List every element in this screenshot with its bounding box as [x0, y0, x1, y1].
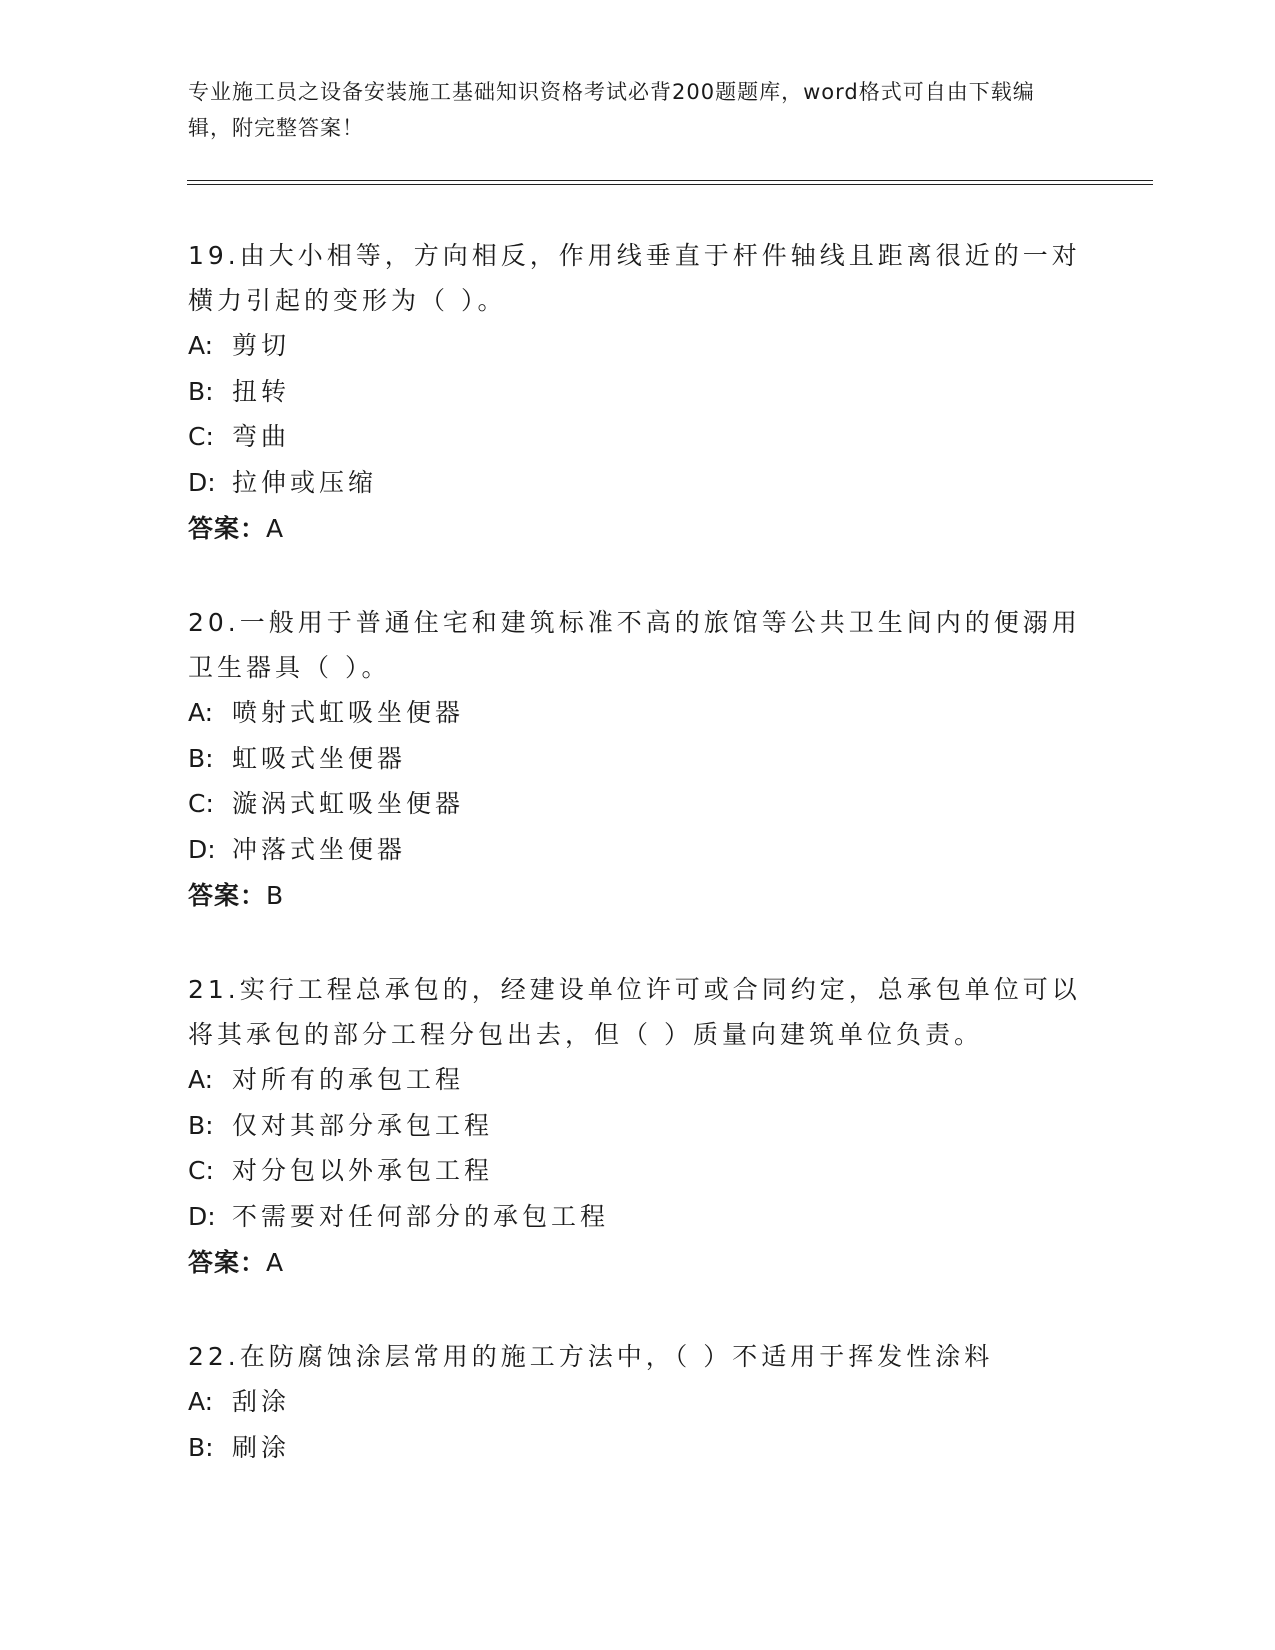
option-key: A:: [188, 1065, 214, 1094]
question-number: 19.: [188, 241, 240, 270]
question-20: [188, 600, 1088, 919]
question-list: [188, 233, 1088, 1518]
option-key: D:: [188, 467, 216, 497]
option-key: A:: [188, 1387, 214, 1416]
header-divider-top: [187, 180, 1153, 181]
answer-line: [188, 506, 1088, 552]
option-key: B:: [188, 376, 214, 406]
option-text: 扭转: [232, 376, 291, 406]
question-number: 21.: [188, 975, 240, 1004]
option-a: [188, 1379, 1088, 1425]
question-22: [188, 1334, 1088, 1470]
option-text: 刷涂: [232, 1432, 291, 1462]
option-c: [188, 781, 1088, 827]
option-text: 剪切: [232, 331, 291, 360]
option-d: [188, 460, 1088, 506]
answer-value: A: [266, 514, 285, 543]
answer-value: B: [266, 881, 285, 910]
question-number: 20.: [188, 608, 240, 637]
header-divider-bottom: [187, 184, 1153, 185]
answer-line: [188, 873, 1088, 919]
option-a: [188, 690, 1088, 736]
option-key: C:: [188, 1156, 214, 1185]
option-b: [188, 1103, 1088, 1149]
option-a: [188, 1057, 1088, 1103]
option-b: [188, 369, 1088, 415]
option-text: 对所有的承包工程: [232, 1065, 465, 1094]
answer-value: A: [266, 1248, 285, 1277]
option-key: A:: [188, 698, 214, 727]
answer-label: 答案：: [188, 1248, 267, 1277]
option-key: C:: [188, 789, 214, 818]
option-c: [188, 414, 1088, 460]
option-b: [188, 1425, 1088, 1471]
option-text: 冲落式坐便器: [232, 834, 407, 864]
option-key: D:: [188, 834, 216, 864]
question-text: [188, 1334, 1088, 1379]
option-a: [188, 323, 1088, 369]
option-text: 拉伸或压缩: [232, 467, 378, 497]
option-key: B:: [188, 1110, 214, 1140]
question-21: [188, 967, 1088, 1286]
question-stem: 一般用于普通住宅和建筑标准不高的旅馆等公共卫生间内的便溺用卫生器具（ ）。: [188, 608, 1081, 682]
option-text: 喷射式虹吸坐便器: [232, 698, 465, 727]
option-text: 虹吸式坐便器: [232, 743, 407, 773]
question-text: [188, 233, 1088, 323]
option-d: [188, 827, 1088, 873]
option-text: 漩涡式虹吸坐便器: [232, 789, 465, 818]
question-stem: 由大小相等，方向相反，作用线垂直于杆件轴线且距离很近的一对横力引起的变形为（ ）。: [188, 241, 1081, 315]
option-text: 仅对其部分承包工程: [232, 1110, 494, 1140]
option-d: [188, 1194, 1088, 1240]
option-key: D:: [188, 1201, 216, 1231]
question-19: [188, 233, 1088, 552]
option-key: C:: [188, 422, 214, 451]
option-text: 弯曲: [232, 422, 291, 451]
answer-label: 答案：: [188, 881, 267, 910]
option-key: A:: [188, 331, 214, 360]
question-stem: 实行工程总承包的，经建设单位许可或合同约定，总承包单位可以将其承包的部分工程分包出去，但（ ）质量向建筑单位负责。: [188, 975, 1081, 1049]
option-text: 刮涂: [232, 1387, 291, 1416]
option-c: [188, 1148, 1088, 1194]
question-number: 22.: [188, 1342, 240, 1371]
answer-line: [188, 1240, 1088, 1286]
question-stem: 在防腐蚀涂层常用的施工方法中，（ ）不适用于挥发性涂料: [239, 1342, 994, 1371]
document-header: 专业施工员之设备安装施工基础知识资格考试必背200题题库，word格式可自由下载编辑，附完整答案！: [188, 80, 1035, 140]
question-text: [188, 600, 1088, 690]
option-key: B:: [188, 1432, 214, 1462]
option-text: 不需要对任何部分的承包工程: [232, 1201, 610, 1231]
option-text: 对分包以外承包工程: [232, 1156, 494, 1185]
option-key: B:: [188, 743, 214, 773]
option-b: [188, 736, 1088, 782]
answer-label: 答案：: [188, 514, 267, 543]
question-text: [188, 967, 1088, 1057]
